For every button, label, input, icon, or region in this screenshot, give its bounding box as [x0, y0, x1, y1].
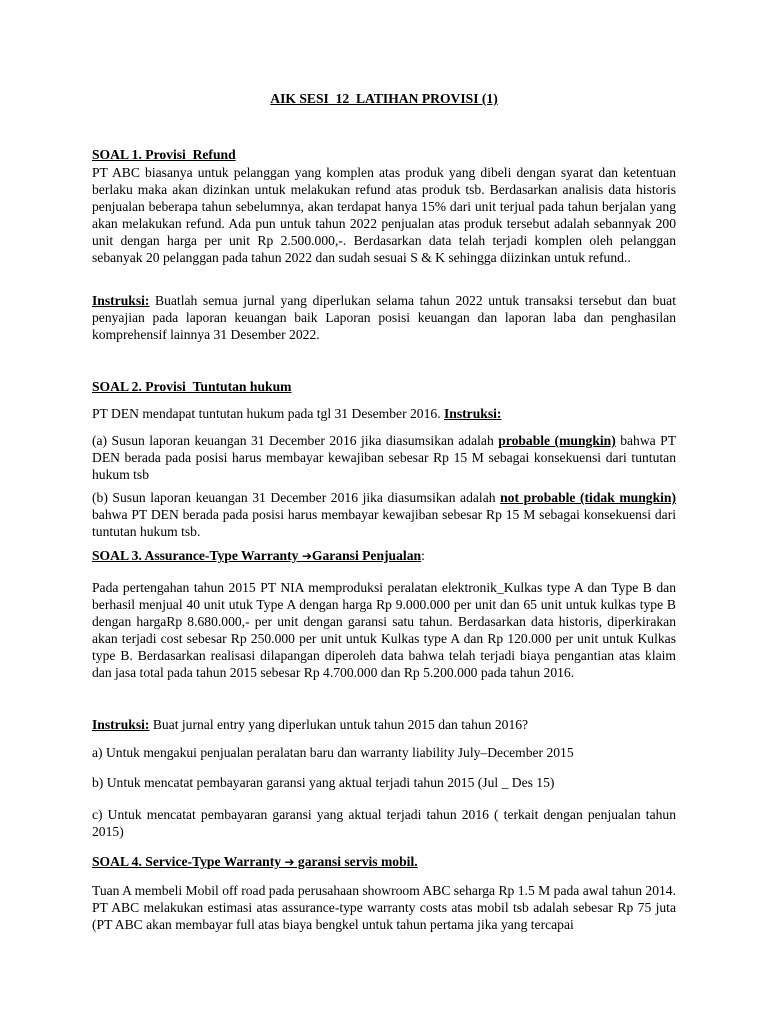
soal3-body: Pada pertengahan tahun 2015 PT NIA memproduksi peralatan elektronik_Kulkas type A dan Type B dan berhasil menjual 40 unit utuk Type A dengan harga Rp 9.000.000 per unit dan 65 unit untuk kulkas type B dengan hargaRp 8.680.000,- per unit dengan garansi satu tahun. Berdasarkan data historis, diperkirakan akan terjadi cost sebesar Rp 250.000 per unit untuk Kulkas type A dan Rp 120.000 per unit untuk Kulkas type B. Berdasarkan realisasi dilapangan diperoleh data bahwa telah terjadi biaya pengantian atas klaim dan jasa total pada tahun 2015 sebesar Rp 4.700.000 dan Rp 5.200.000 pada tahun 2016.: [92, 580, 676, 680]
soal2-item-a-bold: probable (mungkin): [498, 433, 616, 448]
soal3-heading-colon: :: [421, 548, 425, 563]
soal3-heading-b: Garansi Penjualan: [311, 548, 422, 563]
soal1-instruction-text: Buatlah semua jurnal yang diperlukan selama tahun 2022 untuk transaksi tersebut dan buat penyajian pada laporan keuangan baik Laporan posisi keuangan dan laporan laba dan penghasilan komprehensif lainnya 31 Desember 2022.: [92, 293, 676, 342]
soal2-intro-text: PT DEN mendapat tuntutan hukum pada tgl 31 Desember 2016.: [92, 406, 444, 421]
soal3-item-a: a) Untuk mengakui penjualan peralatan baru dan warranty liability July–December 2015: [92, 745, 574, 760]
soal1-instruction-label: Instruksi:: [92, 293, 150, 308]
soal3-item-c: c) Untuk mencatat pembayaran garansi yang aktual terjadi tahun 2016 ( terkait dengan penjualan tahun 2015): [92, 807, 676, 839]
soal2-instruction-label: Instruksi:: [444, 406, 502, 421]
soal3-item-b: b) Untuk mencatat pembayaran garansi yang aktual terjadi tahun 2015 (Jul _ Des 15): [92, 775, 555, 790]
soal1-body: PT ABC biasanya untuk pelanggan yang komplen atas produk yang dibeli dengan syarat dan ketentuan berlaku maka akan dizinkan untuk melakukan refund atas produk tsb. Berdasarkan analisis data historis penjualan beberapa tahun sebelumnya, akan terdapat hanya 15% dari unit terjual pada tahun berjalan yang akan melakukan refund. Ada pun untuk tahun 2022 penjualan atas produk tersebut adalah sebannyak 200 unit dengan harga per unit Rp 2.500.000,-. Berdasarkan data telah terjadi komplen oleh pelanggan sebanyak 20 pelanggan pada tahun 2022 dan sudah sesuai S & K sehingga diizinkan untuk refund..: [92, 165, 676, 265]
soal3-heading-a: SOAL 3. Assurance-Type Warranty: [92, 548, 302, 563]
soal3-instruction: [92, 716, 676, 733]
soal4-heading-a: SOAL 4. Service-Type Warranty: [92, 854, 285, 869]
arrow-right-icon: ➔: [301, 549, 312, 563]
soal4-heading-b: garansi servis mobil.: [294, 854, 418, 869]
document-title: AIK SESI_12_LATIHAN PROVISI (1): [270, 91, 498, 106]
soal2-item-b: [92, 489, 676, 540]
soal2-item-a-pre: (a) Susun laporan keuangan 31 December 2016 jika diasumsikan adalah: [92, 433, 499, 448]
soal2-heading: [92, 378, 676, 395]
soal4-body: Tuan A membeli Mobil off road pada perusahaan showroom ABC seharga Rp 1.5 M pada awal tahun 2014. PT ABC melakukan estimasi atas assurance-type warranty costs atas mobil tsb adalah sebesar Rp 75 juta (PT ABC akan membayar full atas biaya bengkel untuk tahun pertama jika yang tercapai: [92, 883, 676, 932]
soal2-item-b-post: bahwa PT DEN berada pada posisi harus membayar kewajiban sebesar Rp 15 M sebagai konsekuensi dari tuntutan hukum tsb.: [92, 507, 676, 539]
soal2-item-a: [92, 432, 676, 483]
soal3-heading: [92, 547, 676, 565]
soal2-item-b-bold: not probable (tidak mungkin): [500, 490, 676, 505]
soal2-heading-text: SOAL 2. Provisi_Tuntutan hukum: [92, 379, 292, 394]
soal3-instruction-label: Instruksi:: [92, 717, 150, 732]
soal2-item-b-pre: (b) Susun laporan keuangan 31 December 2016 jika diasumsikan adalah: [92, 490, 501, 505]
soal1-heading-text: SOAL 1. Provisi_Refund: [92, 147, 236, 162]
soal1-instruction: [92, 292, 676, 343]
soal1-heading: [92, 146, 676, 163]
soal2-item-a-post: bahwa PT DEN berada pada posisi harus membayar kewajiban sebesar Rp 15 M sebagai konsekuensi dari tuntutan hukum tsb: [92, 433, 677, 482]
arrow-right-icon: ➔: [284, 855, 295, 869]
soal4-heading: [92, 853, 676, 871]
soal2-intro: [92, 405, 676, 422]
soal3-instruction-text: Buat jurnal entry yang diperlukan untuk tahun 2015 dan tahun 2016?: [149, 717, 529, 732]
